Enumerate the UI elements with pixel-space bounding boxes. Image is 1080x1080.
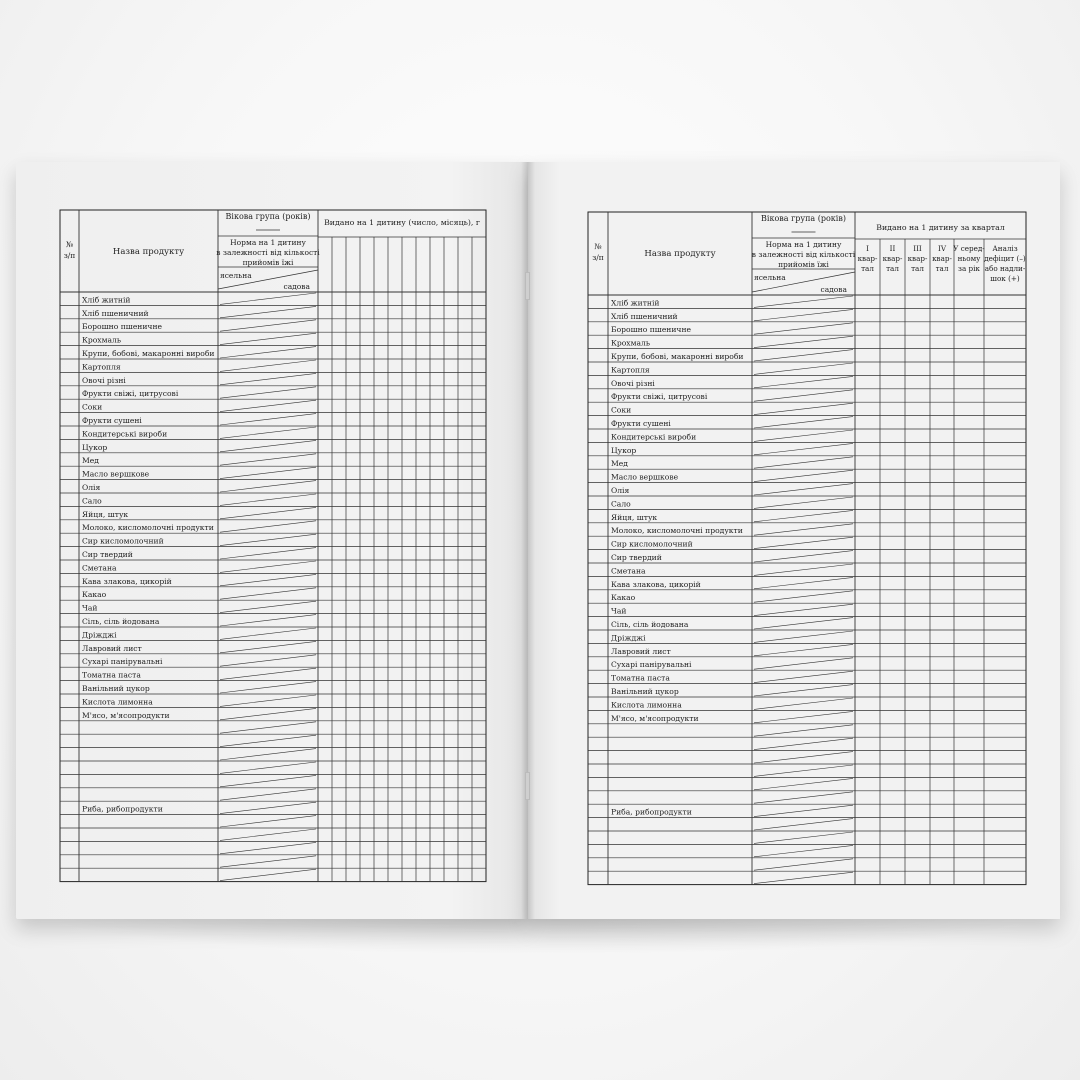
norm-diagonal [220,320,316,331]
header-product-name: Назва продукту [644,249,716,259]
norm-diagonal [754,537,853,548]
norm-diagonal [220,641,316,652]
quarter-header: за рік [958,264,980,273]
norm-diagonal [754,551,853,562]
norm-diagonal [220,762,316,773]
product-name: Молоко, кисломолочні продукти [82,523,214,533]
product-name: Сухарі панірувальні [611,660,692,670]
product-name: Чай [611,606,627,616]
norm-diagonal [220,628,316,639]
product-name: Кислота лимонна [82,697,153,707]
norm-diagonal [754,484,853,495]
product-name: Мед [611,459,628,469]
header-nursery: ясельна [220,271,252,280]
open-register-book [16,162,1060,919]
product-name: Мед [82,456,99,466]
norm-diagonal [754,350,853,361]
norm-diagonal [754,497,853,508]
norm-diagonal [754,524,853,535]
norm-diagonal [754,296,853,307]
norm-diagonal [754,658,853,669]
product-name: Крупи, бобові, макаронні вироби [82,349,215,358]
norm-diagonal [220,427,316,438]
product-name: Хліб пшеничний [611,311,678,321]
norm-diagonal [754,711,853,722]
header-norm-line: прийомів їжі [242,258,294,267]
norm-diagonal [220,360,316,371]
norm-diagonal [754,443,853,454]
quarter-header: тал [886,264,899,273]
product-name: Масло вершкове [82,469,150,479]
staple-top [525,272,530,300]
product-name: Цукор [82,442,108,452]
right-page [528,162,1060,919]
product-name: Фрукти свіжі, цитрусові [82,389,179,399]
norm-diagonal [220,829,316,840]
product-name: Фрукти сушені [82,416,142,425]
norm-diagonal [220,789,316,800]
norm-diagonal [754,323,853,334]
quarter-header: У серед- [953,244,985,253]
product-name: Чай [82,603,98,613]
norm-diagonal [754,872,853,883]
quarter-header: дефіцит (–) [984,254,1026,263]
product-name: Сметана [82,563,117,573]
header-garden: садова [283,282,310,291]
norm-diagonal [220,494,316,505]
product-name: Яйця, штук [82,509,129,519]
norm-diagonal [754,698,853,709]
header-issued: Видано на 1 дитину за квартал [876,223,1005,232]
norm-diagonal [220,347,316,358]
header-no: № [65,240,74,249]
norm-diagonal [754,618,853,629]
norm-diagonal [754,671,853,682]
norm-diagonal [754,363,853,374]
product-name: Лавровий лист [82,643,142,653]
norm-diagonal [220,440,316,451]
norm-diagonal [220,842,316,853]
header-garden: садова [820,285,847,294]
norm-diagonal [754,577,853,588]
norm-diagonal [220,333,316,344]
product-name: Фрукти свіжі, цитрусові [611,392,708,402]
book-shadow [40,915,1040,955]
norm-diagonal [220,588,316,599]
product-name: Томатна паста [611,673,670,683]
norm-diagonal [754,765,853,776]
norm-diagonal [754,457,853,468]
product-name: Соки [611,405,632,415]
norm-diagonal [220,615,316,626]
product-name: Дріжджі [82,630,117,640]
header-no-sub: з/п [592,253,604,262]
product-name: Борошно пшеничне [611,325,692,335]
norm-diagonal [220,454,316,465]
header-no: № [594,242,602,251]
norm-diagonal [220,668,316,679]
norm-diagonal [220,708,316,719]
norm-diagonal [754,845,853,856]
norm-diagonal [754,564,853,575]
norm-diagonal [220,816,316,827]
product-name: Овочі різні [82,375,126,385]
product-name: Картопля [611,365,650,375]
norm-diagonal [754,685,853,696]
quarter-header: III [913,244,922,253]
norm-diagonal [220,722,316,733]
product-name: Риба, рибопродукти [611,807,692,817]
quarter-header: квар- [932,254,952,263]
norm-diagonal [754,631,853,642]
norm-diagonal [754,470,853,481]
product-name: Лавровий лист [611,646,671,656]
product-name: Кондитерські вироби [611,432,697,442]
norm-diagonal [754,644,853,655]
product-name: Картопля [82,362,121,372]
product-name: Сир кисломолочний [82,536,164,546]
product-name: Ванільний цукор [82,684,150,693]
header-norm-line: в залежності від кількості [216,248,320,257]
norm-diagonal [754,859,853,870]
norm-diagonal [754,336,853,347]
norm-diagonal [754,604,853,615]
product-name: Борошно пшеничне [82,322,163,332]
norm-diagonal [220,749,316,760]
quarter-header: тал [935,264,949,273]
product-name: Яйця, штук [611,512,658,522]
product-name: Молоко, кисломолочні продукти [611,526,743,536]
norm-diagonal [220,655,316,666]
norm-diagonal [220,387,316,398]
product-name: Сухарі панірувальні [82,657,163,667]
norm-diagonal [220,306,316,317]
norm-diagonal [754,309,853,320]
norm-diagonal [754,832,853,843]
norm-diagonal [220,548,316,559]
quarter-header: шок (+) [990,274,1020,283]
quarter-header: I [866,244,869,253]
quarter-header: квар- [882,254,903,263]
product-name: Кава злакова, цикорій [611,579,701,589]
norm-diagonal [220,507,316,518]
product-name: Томатна паста [82,670,141,680]
product-name: Олія [82,483,101,492]
product-name: Фрукти сушені [611,419,671,428]
product-name: Кондитерські вироби [82,429,168,439]
quarter-header: або надли- [984,264,1026,273]
quarter-header: квар- [907,254,928,263]
product-name: Масло вершкове [611,472,679,482]
product-name: Сметана [611,566,646,576]
norm-diagonal [754,417,853,428]
header-norm-line: Норма на 1 дитину [230,238,306,247]
product-name: Крохмаль [611,338,650,348]
norm-diagonal [754,591,853,602]
quarter-header: Аналіз [992,244,1018,253]
right-table [528,162,1060,919]
norm-diagonal [220,735,316,746]
norm-diagonal [754,752,853,763]
quarter-header: ньому [957,254,981,263]
product-name: Крохмаль [82,335,121,345]
product-name: Хліб пшеничний [82,308,149,318]
norm-diagonal [220,856,316,867]
quarter-header: II [889,244,896,253]
product-name: Риба, рибопродукти [82,804,163,814]
product-name: Хліб житній [611,298,660,308]
norm-diagonal [754,819,853,830]
quarter-header: тал [911,264,924,273]
product-name: Какао [82,590,107,600]
norm-diagonal [220,400,316,411]
product-name: Дріжджі [611,633,646,643]
quarter-header: тал [861,264,874,273]
norm-diagonal [220,802,316,813]
norm-diagonal [220,695,316,706]
quarter-header: квар- [857,254,878,263]
norm-diagonal [220,682,316,693]
header-norm-line: Норма на 1 дитину [765,240,842,249]
product-name: Крупи, бобові, макаронні вироби [611,352,744,361]
norm-diagonal [220,293,316,304]
norm-diagonal [220,521,316,532]
norm-diagonal [754,725,853,736]
product-name: Кава злакова, цикорій [82,576,172,586]
norm-diagonal [754,510,853,521]
norm-diagonal [754,778,853,789]
quarter-header: IV [937,244,947,253]
header-norm-line: в залежності від кількості [751,250,856,259]
product-name: Сир твердий [611,553,662,562]
staple-bottom [525,772,530,800]
norm-diagonal [220,534,316,545]
product-name: Олія [611,486,630,495]
header-age-group: Вікова група (років) [761,214,846,223]
norm-diagonal [754,792,853,803]
header-age-group: Вікова група (років) [225,212,311,221]
norm-diagonal [220,574,316,585]
left-page [16,162,528,919]
norm-diagonal [220,775,316,786]
norm-diagonal [220,467,316,478]
norm-diagonal [754,390,853,401]
header-norm-line: прийомів їжі [778,260,829,269]
product-name: Сир кисломолочний [611,539,693,549]
norm-diagonal [754,738,853,749]
norm-diagonal [220,414,316,425]
norm-diagonal [754,376,853,387]
product-name: Соки [82,402,103,412]
product-name: Кислота лимонна [611,700,682,710]
norm-diagonal [220,601,316,612]
product-name: Какао [611,593,636,603]
header-nursery: ясельна [754,273,786,282]
norm-diagonal [220,869,316,880]
product-name: Сіль, сіль йодована [82,617,160,626]
product-name: Сіль, сіль йодована [611,620,689,629]
header-no-sub: з/п [63,251,76,260]
header-product-name: Назва продукту [112,247,185,257]
product-name: Сало [611,499,631,509]
norm-diagonal [754,805,853,816]
product-name: Хліб житній [82,295,131,305]
product-name: Сало [82,496,102,506]
product-name: Цукор [611,445,637,455]
product-name: Ванільний цукор [611,687,679,696]
left-table [16,162,528,919]
norm-diagonal [754,430,853,441]
header-issued: Видано на 1 дитину (число, місяць), г [324,218,480,227]
norm-diagonal [220,373,316,384]
product-name: М'ясо, м'ясопродукти [611,713,699,723]
product-name: М'ясо, м'ясопродукти [82,710,170,720]
product-name: Сир твердий [82,550,133,559]
norm-diagonal [754,403,853,414]
norm-diagonal [220,481,316,492]
norm-diagonal [220,561,316,572]
product-name: Овочі різні [611,378,655,388]
